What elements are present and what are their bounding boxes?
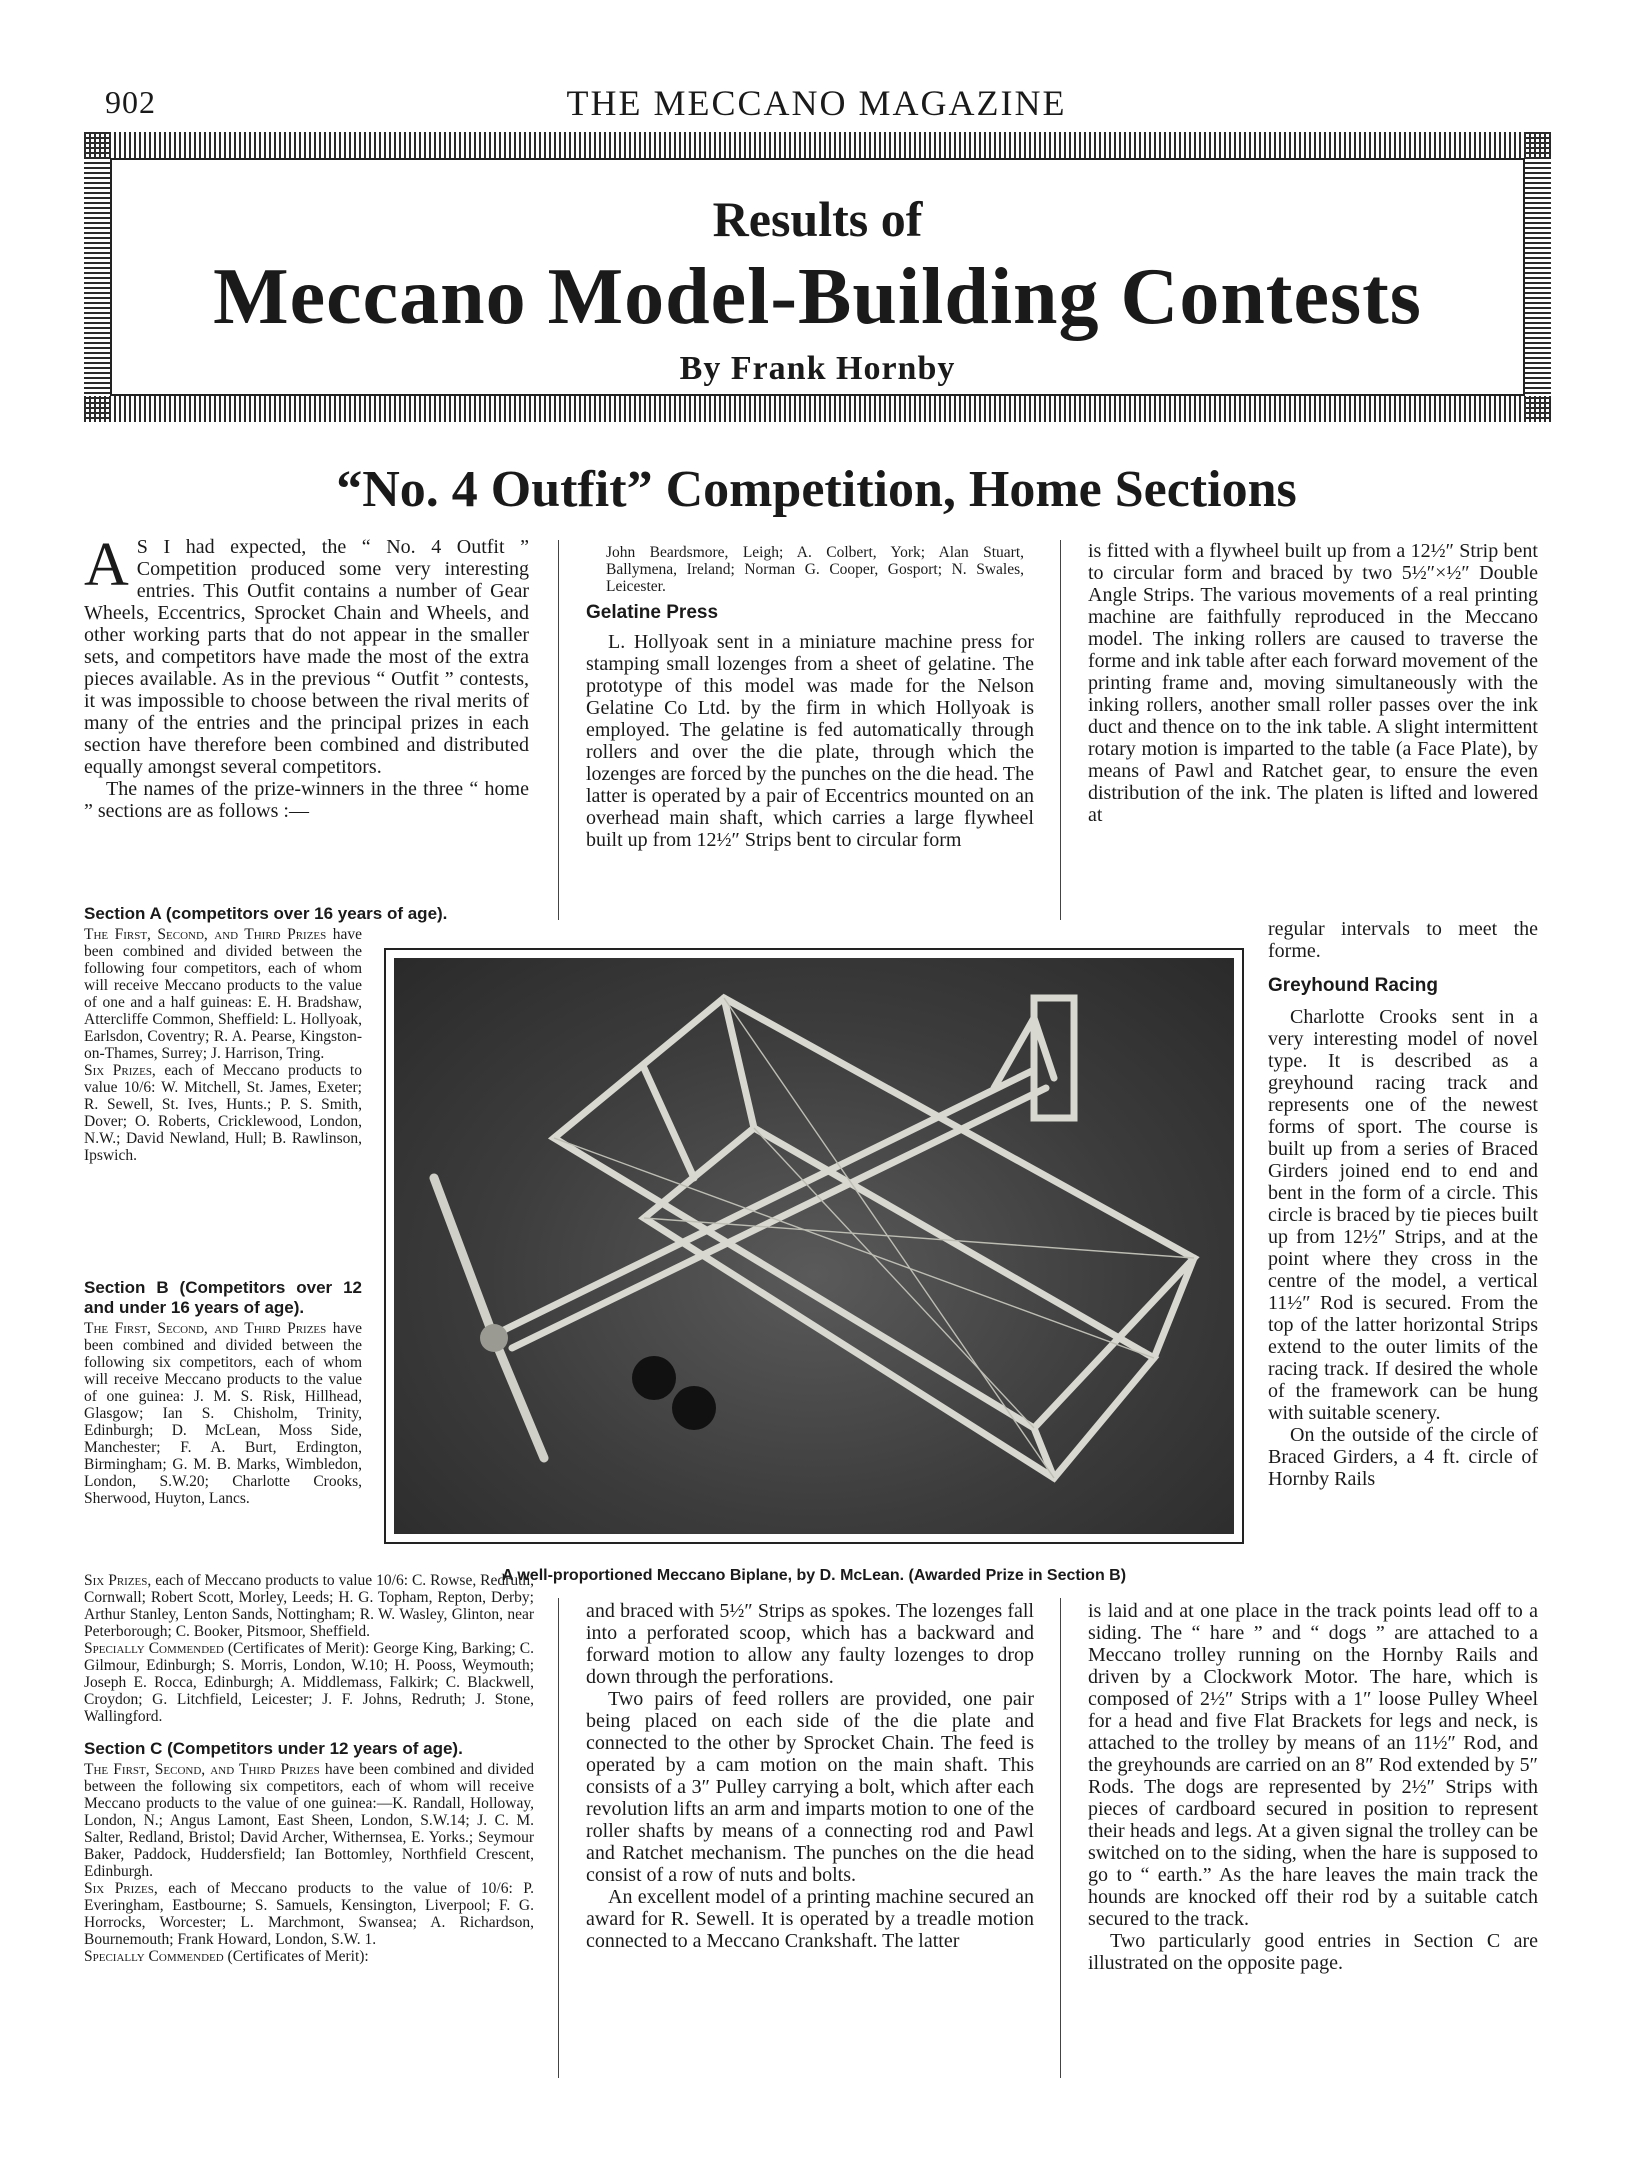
- photo-caption: A well-proportioned Meccano Biplane, by D. McLean. (Awarded Prize in Section B): [501, 1567, 1127, 1584]
- section-c-heading: Section C (Competitors under 12 years of age).: [84, 1739, 463, 1758]
- intro-column: [84, 531, 529, 822]
- propeller-hub: [480, 1324, 508, 1352]
- running-head: THE MECCANO MAGAZINE: [566, 83, 1067, 123]
- section-b-six-prizes: Six Prizes, each of Meccano products to value 10/6: C. Rowse, Redruth, Cornwall; Robert Scott, Morley, Leeds; H. G. Topham, Repton, Derby; Arthur Stanley, Lenton Sands, Nottingham; R. W. Wasley, Glinton, near Peterborough; C. Booker, Pitsmoor, Sheffield.: [84, 1572, 534, 1640]
- biplane-illustration: [394, 958, 1234, 1534]
- section-c-six-prizes: Six Prizes, each of Meccano products to the value of 10/6: P. Everingham, Eastbourne; S. Samuels, Kensington, Liverpool; F. G. Horrocks, Worcester; L. Marchmont, Swansea; A. Richardson, Bournemouth; Frank Howard, London, S.W. 1.: [84, 1880, 534, 1948]
- greyhound-racing-heading: Greyhound Racing: [1268, 975, 1438, 996]
- section-c-first-prizes: The First, Second, and Third Prizes have been combined and divided between the following six competitors, each of whom will receive Meccano products to the value of one guinea:—K. Randall, Holloway, London, N.; Angus Lamont, East Sheen, London, S.W.14; J. C. M. Salter, Redland, Bristol; David Archer, Withernsea, E. Yorks.; Seymour Baker, Paddock, Huddersfield; Ian Bottomley, Northfield Crescent, Edinburgh.: [84, 1761, 535, 1880]
- bracing-wires: [554, 998, 1194, 1478]
- section-a-six-prizes: Six Prizes, each of Meccano products to value 10/6: W. Mitchell, St. James, Exeter; R. Sewell, St. Ives, Hunts.; P. S. Smith, Dover; O. Roberts, Cricklewood, London, N.W.; David Newland, Hull; B. Rawlinson, Ipswich.: [84, 1062, 362, 1164]
- column-3-narrow: [1268, 918, 1538, 1490]
- section-b-heading: Section B (Competitors over 12 and under 16 years of age).: [84, 1278, 362, 1317]
- title-panel: [110, 158, 1525, 396]
- printing-machine-paragraph: is fitted with a flywheel built up from a 12½″ Strip bent to circular form and braced by two 5½″×½″ Double Angle Strips. The various movements of a real printing machine are faithfully reproduced in the Meccano model. The inking rollers are caused to traverse the forme and ink table after each forward movement of the printing frame and, moving simultaneously with the inking rollers, another small roller passes over the ink duct and thence on to the ink table. A slight intermittent rotary motion is imparted to the table (a Face Plate), by means of Pawl and Ratchet gear, to ensure the even distribution of the ink. The platen is lifted and lowered at: [1088, 540, 1538, 826]
- wheel: [672, 1386, 716, 1430]
- section-b-block: [84, 1274, 362, 1507]
- greyhound-paragraph-2b: is laid and at one place in the track points lead off to a siding. The “ hare ” and “ dogs ” are attached to a Meccano trolley running on the Hornby Rails and driven by a Clockwork Motor. The hare, which is composed of 2½″ Strips with a 1″ loose Pulley Wheel for a head and five Flat Brackets for legs and neck, is attached to the trolley by means of an 11½″ Rod, and the greyhounds are carried on an 8″ Rod extended by 5″ Rods. The dogs are represented by 2½″ Strips with pieces of cardboard secured in position to represent their heads and legs. At a given signal the trolley can be switched on to the siding, when the hare is supposed to go to “ earth.” As the hare leaves the main track the hounds are knocked off their rod by a suitable catch secured to the track.: [1088, 1600, 1538, 1930]
- section-a-heading: Section A (competitors over 16 years of age).: [84, 904, 448, 923]
- section-b-first-prizes: The First, Second, and Third Prizes have been combined and divided between the following six competitors, each of whom will receive Meccano products to the value of one guinea: J. M. S. Risk, Hillhead, Glasgow; Ian S. Chisholm, Trinity, Edinburgh; D. McLean, Moss Side, Manchester; F. A. Burt, Erdington, Birmingham; G. M. B. Marks, Wimbledon, London, S.W.20; Charlotte Crooks, Sherwood, Huyton, Lancs.: [84, 1320, 362, 1507]
- biplane-photo: [394, 958, 1234, 1534]
- column-rule: [558, 540, 559, 920]
- greyhound-paragraph-3: Two particularly good entries in Section C are illustrated on the opposite page.: [1088, 1930, 1538, 1974]
- pre-title: Results of: [712, 191, 923, 247]
- biplane-photo-frame: [384, 948, 1244, 1544]
- printing-machine-intro: An excellent model of a printing machine secured an award for R. Sewell. It is operated by a treadle motion connected to a Meccano Crankshaft. The latter: [586, 1886, 1034, 1952]
- gelatine-press-paragraph-cont: and braced with 5½″ Strips as spokes. The lozenges fall into a perforated scoop, which has a backward and forward motion to allow any faulty lozenges to drop down through the perforations.: [586, 1600, 1034, 1688]
- wheel: [632, 1356, 676, 1400]
- gelatine-press-paragraph-2: Two pairs of feed rollers are provided, one pair being placed on each side of the die plate and connected to the other by Sprocket Chain. The feed is operated by a cam motion on the main shaft. This consists of a 3″ Pulley carrying a bolt, which after each revolution lifts an arm and imparts motion to one of the roller shafts by means of a connecting rod and Pawl and Ratchet mechanism. The punches on the die head consist of a row of nuts and bolts.: [586, 1688, 1034, 1886]
- section-a-block: [84, 900, 448, 1164]
- intro-paragraph-2: The names of the prize-winners in the three “ home ” sections are as follows :—: [84, 778, 529, 822]
- intro-paragraph: [84, 531, 529, 778]
- section-a-first-prizes: The First, Second, and Third Prizes have been combined and divided between the following four competitors, each of whom will receive Meccano products to the value of one and a half guineas: E. H. Bradshaw, Attercliffe Common, Sheffield: L. Hollyoak, Earlsdon, Coventry; R. A. Pearse, Kingston-on-Thames, Surrey; J. Harrison, Tring.: [84, 926, 362, 1062]
- column-rule: [1060, 540, 1061, 920]
- section-heading: “No. 4 Outfit” Competition, Home Sections: [336, 461, 1297, 518]
- column-2-lower: [586, 1600, 1034, 1952]
- printing-machine-end: regular intervals to meet the forme.: [1268, 918, 1538, 962]
- section-b-continued: [84, 1572, 534, 1965]
- column-2-upper: [586, 544, 1034, 851]
- byline: By Frank Hornby: [679, 350, 956, 387]
- column-rule: [1060, 1598, 1061, 2078]
- gelatine-press-paragraph: L. Hollyoak sent in a miniature machine press for stamping small lozenges from a sheet of gelatine. The prototype of this model was made for the Nelson Gelatine Co Ltd. by the firm in which Hollyoak is employed. The gelatine is fed automatically through rollers and over the die plate, through which the lozenges are forced by the punches on the die head. The latter is operated by a pair of Eccentrics mounted on an overhead main shaft, which carries a large flywheel built up from 12½″ Strips bent to circular form: [586, 631, 1034, 851]
- gelatine-press-heading: Gelatine Press: [586, 602, 719, 623]
- biplane-frame: [504, 998, 1194, 1478]
- section-b-commended: Specially Commended (Certificates of Merit): George King, Barking; C. Gilmour, Edinburgh; S. Morris, London, W.10; H. Pooss, Weymouth; Joseph E. Rocca, Edinburgh; A. Middlemass, Falkirk; C. Blackwell, Croydon; G. Litchfield, Leicester; J. F. Johns, Redruth; J. Stone, Wallingford.: [84, 1640, 534, 1725]
- drop-cap: A: [84, 531, 129, 599]
- column-rule: [558, 1598, 559, 2078]
- greyhound-paragraph: Charlotte Crooks sent in a very interesting model of novel type. It is described as a greyhound racing track and represents one of the newest forms of sport. The course is built up from a series of Braced Girders joined end to end and bent in the form of a circle. This circle is braced by tie pieces built up from 12½″ Strips, and at the point where they cross in the centre of the model, a vertical 11½″ Rod is secured. From the top of the latter horizontal Strips extend to the outer limits of the racing track. If desired the whole of the framework can be hung with suitable scenery.: [1268, 1006, 1538, 1424]
- column-3-lower: [1088, 1600, 1538, 1974]
- section-c-commended-continued: John Beardsmore, Leigh; A. Colbert, York; Alan Stuart, Ballymena, Ireland; Norman G. Cooper, Gosport; N. Swales, Leicester.: [606, 544, 1024, 595]
- title-frame: [84, 132, 1551, 422]
- greyhound-paragraph-2a: On the outside of the circle of Braced Girders, a 4 ft. circle of Hornby Rails: [1268, 1424, 1538, 1490]
- main-title: Meccano Model-Building Contests: [213, 253, 1422, 341]
- section-c-commended: Specially Commended (Certificates of Merit):: [84, 1948, 369, 1965]
- intro-text: S I had expected, the “ No. 4 Outfit ” Competition produced some very interesting entries. This Outfit contains a number of Gear Wheels, Eccentrics, Sprocket Chain and Wheels, and other working parts that do not appear in the smaller sets, and competitors have made the most of the extra pieces available. As in the previous “ Outfit ” contests, it was impossible to choose between the rival merits of many of the entries and the principal prizes in each section have therefore been combined and distributed equally amongst several competitors.: [84, 536, 529, 778]
- column-3-upper: [1088, 540, 1538, 826]
- page-number: 902: [105, 84, 156, 120]
